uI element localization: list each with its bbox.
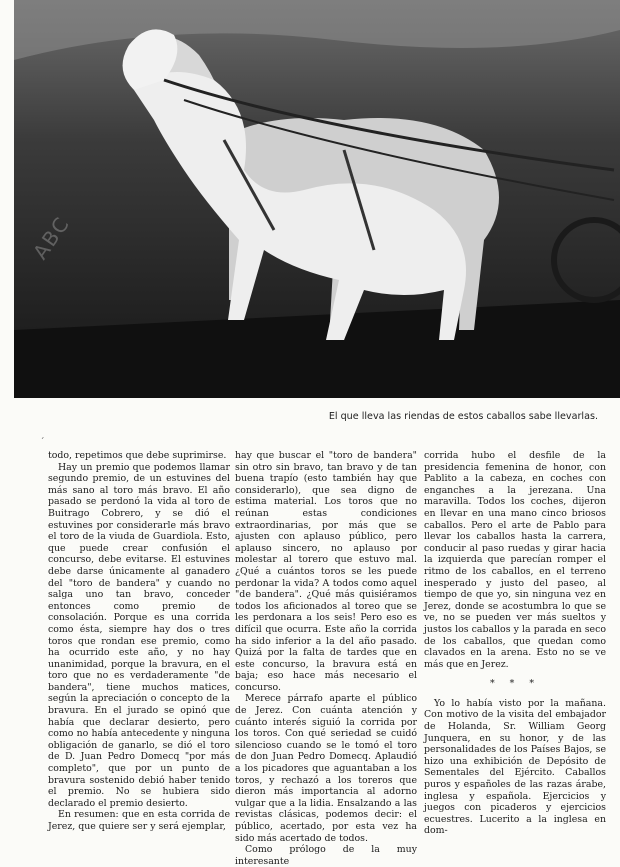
section-separator: * * * <box>489 678 541 690</box>
photo-caption: El que lleva las riendas de estos caballos sabe llevarlas. <box>328 411 598 422</box>
paragraph: Como prólogo de la muy interesante <box>235 844 417 867</box>
paragraph: Hay un premio que podemos llamar segundo premio, de un estuvines del más sano al toro más bravo. El año pasado se perdonó la vida al toro de Buitrago Cobrero, y se dió el estuvines por considerarle más bravo el toro de la viuda de Guardiola. Esto, que puede crear confusión el concurso, debe evitarse. El estuvines debe darse únicamente al ganadero del "toro de bandera" y cuando no salga uno tan bravo, conceder entonces como premio de consolación. Porque es una corrida como ésta, siempre hay dos o tres toros que rondan ese premio, como ha ocurrido este año, y no hay unanimidad, porque la bravura, en el toro que no es verdaderamente "de bandera", tiene muchos matices, según la apreciación o concepto de la bravura. En el jurado se opinó que había que declarar desierto, pero como no había antecedente y ninguna obligación de ganarlo, se dió el toro de D. Juan Pedro Domecq "por más completo", que por un punto de bravura sostenido debió haber tenido el premio. No se hubiera sido declarado el premio desierto. <box>48 461 230 809</box>
paragraph: En resumen: que en esta corrida de Jerez, que quiere ser y será ejemplar, <box>48 809 230 832</box>
page-mark: ´ <box>40 438 45 448</box>
article-column-1 <box>48 450 230 832</box>
paragraph: corrida hubo el desfile de la presidencia femenina de honor, con Pablito a la cabeza, en coches con enganches a la jerezana. Una maravilla. Todos los coches, dijeron en llevar en una mano cinco briosos caballos. Pero el arte de Pablo para llevar los caballos hasta la carrera, conducir al paso ruedas y girar hacia la izquierda que parecían romper el ritmo de los caballos, en el terreno inesperado y justo del paseo, al tiempo de que yo, sin ninguna vez en Jerez, donde se acostumbra lo que se ve, no se pueden ver más sueltos y justos los caballos y la parada en seco de los caballos, que quedan como clavados en la arena. Esto no se ve más que en Jerez. <box>424 450 606 670</box>
abc-watermark: ABC <box>28 211 75 264</box>
article-column-2 <box>235 450 417 867</box>
paragraph: Merece párrafo aparte el público de Jerez. Con cuánta atención y cuánto interés siguió la corrida por los toros. Con qué seriedad se cuidó silencioso cuando se le tomó el toro de don Juan Pedro Domecq. Aplaudió a los picadores que aguantaban a los toros, y rechazó a los toreros que dieron más importancia al adorno vulgar que a la lidia. Ensalzando a las revistas clásicas, podemos decir: el público, acertado, por esta vez ha sido más acertado de todos. <box>235 693 417 844</box>
paragraph: Yo lo había visto por la mañana. Con motivo de la visita del embajador de Holanda, Sr. William Georg Junquera, en su honor, y de las personalidades de los Países Bajos, se hizo una exhibición de Depósito de Sementales del Ejército. Caballos puros y españoles de las razas árabe, inglesa y española. Ejercicios y juegos con picaderos y ejercicios ecuestres. Lucerito a la inglesa en dom- <box>424 697 606 837</box>
horses-photo <box>14 0 620 398</box>
paragraph: hay que buscar el "toro de bandera" sin otro sin bravo, tan bravo y de tan buena trapío (esto también hay que considerarlo), que sea digno de estima material. Los toros que no reúnan estas condiciones extraordinarias, por más que se ajusten con aplauso público, pero aplauso sincero, no aplauso por molestar al torero que estuvo mal. ¿Qué a cuántos toros se les puede perdonar la vida? A todos como aquel "de bandera". ¿Qué más quisiéramos todos los aficionados al toreo que se les perdonara a los seis! Pero eso es difícil que ocurra. Este año la corrida ha sido inferior a la del año pasado. Quizá por la falta de tardes que en este concurso, la bravura está en baja; eso hace más necesario el concurso. <box>235 450 417 693</box>
paragraph: todo, repetimos que debe suprimirse. <box>48 450 227 461</box>
horses-photo-image <box>14 0 620 398</box>
article-column-3 <box>424 450 606 837</box>
